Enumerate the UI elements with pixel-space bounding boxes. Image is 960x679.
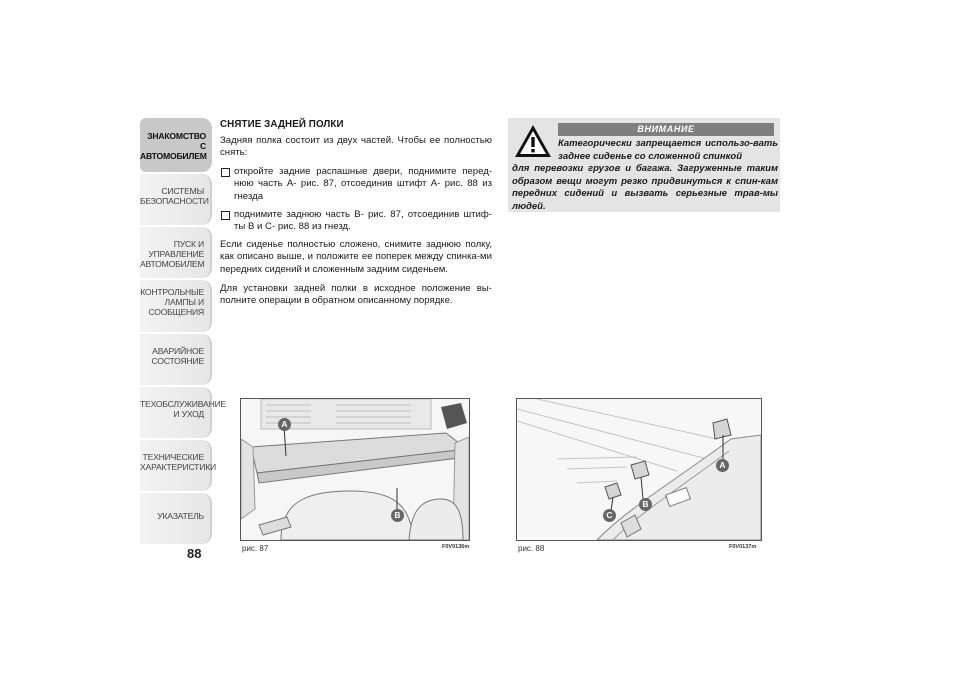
tab-sistemy[interactable] — [140, 174, 212, 225]
tab-label: ТЕХОБСЛУЖИВАНИЕ — [140, 399, 227, 409]
list-item — [220, 166, 492, 204]
list-item — [220, 209, 492, 234]
figure-88-caption: рис. 88 — [518, 544, 545, 553]
tab-label: СИСТЕМЫ — [161, 186, 204, 196]
list-item-text: поднимите заднюю часть В- рис. 87, отсоединив штиф-ты В и С- рис. 88 из гнезд. — [234, 208, 492, 233]
warning-text — [512, 138, 778, 214]
marker-b: B — [639, 498, 652, 511]
checkbox-bullet-icon — [221, 211, 230, 220]
tab-label: ЗНАКОМСТВО С — [147, 131, 206, 151]
figure-87-caption: рис. 87 — [242, 544, 269, 553]
intro-paragraph: Задняя полка состоит из двух частей. Чтобы ее полностью снять: — [220, 134, 492, 159]
figure-88-image — [516, 398, 762, 541]
warning-box — [508, 118, 780, 212]
tab-label: БЕЗОПАСНОСТИ — [140, 196, 209, 206]
main-column — [220, 119, 492, 314]
tab-label: И УХОД — [173, 409, 204, 419]
tab-avariynoe[interactable] — [140, 334, 212, 385]
tab-ukazatel[interactable] — [140, 493, 212, 544]
warning-text-rest: для перевозки грузов и багажа. Загруженные таким образом вещи могут резко придвинуться к спин-кам передних сидений и вызвать серьезные трав-мы людей. — [512, 163, 778, 212]
tab-label: КОНТРОЛЬНЫЕ — [140, 287, 204, 297]
tab-tehobsluzhivanie[interactable] — [140, 387, 227, 438]
marker-c: C — [603, 509, 616, 522]
warning-text-first: Категорически запрещается использо-вать заднее сиденье со сложенной спинкой — [558, 138, 778, 162]
marker-a: A — [716, 459, 729, 472]
figure-88-code: F0V0137m — [729, 544, 757, 550]
list-item-text: откройте задние распашные двери, поднимите перед-нюю часть А- рис. 87, отсоединив штифт А- рис. 88 из гнезда — [234, 165, 492, 202]
tab-label: УКАЗАТЕЛЬ — [157, 511, 204, 521]
tab-label: ЛАМПЫ И — [164, 297, 204, 307]
tab-label: ХАРАКТЕРИСТИКИ — [140, 462, 216, 472]
marker-b: B — [391, 509, 404, 522]
tab-kontrolnye[interactable] — [140, 280, 212, 332]
tab-label: ТЕХНИЧЕСКИЕ — [142, 452, 204, 462]
tab-label: АВТОМОБИЛЕМ — [140, 259, 205, 269]
paragraph: Если сиденье полностью сложено, снимите заднюю полку, как описано выше, и положите ее поперек между спинка-ми передних сидений и сложенным задним сиденьем. — [220, 238, 492, 275]
tab-znakomstvo[interactable] — [140, 118, 212, 172]
checkbox-bullet-icon — [221, 168, 230, 177]
trunk-shelf-illustration — [241, 399, 469, 540]
tab-label: АВТОМОБИЛЕМ — [140, 151, 207, 161]
tab-pusk[interactable] — [140, 227, 212, 278]
page-number: 88 — [187, 546, 202, 561]
tab-label: АВАРИЙНОЕ — [152, 346, 204, 356]
tab-label: ПУСК И УПРАВЛЕНИЕ — [148, 239, 204, 259]
marker-a: A — [278, 418, 291, 431]
tab-label: СОСТОЯНИЕ — [151, 356, 204, 366]
figure-87-image — [240, 398, 470, 541]
section-heading: СНЯТИЕ ЗАДНЕЙ ПОЛКИ — [220, 119, 344, 130]
warning-title: ВНИМАНИЕ — [558, 123, 774, 136]
figure-87-code: F0V0136m — [442, 544, 470, 550]
tab-label: СООБЩЕНИЯ — [148, 307, 204, 317]
tab-tehnicheskie[interactable] — [140, 440, 216, 491]
paragraph: Для установки задней полки в исходное положение вы-полните операции в обратном описанному порядке. — [220, 282, 492, 307]
